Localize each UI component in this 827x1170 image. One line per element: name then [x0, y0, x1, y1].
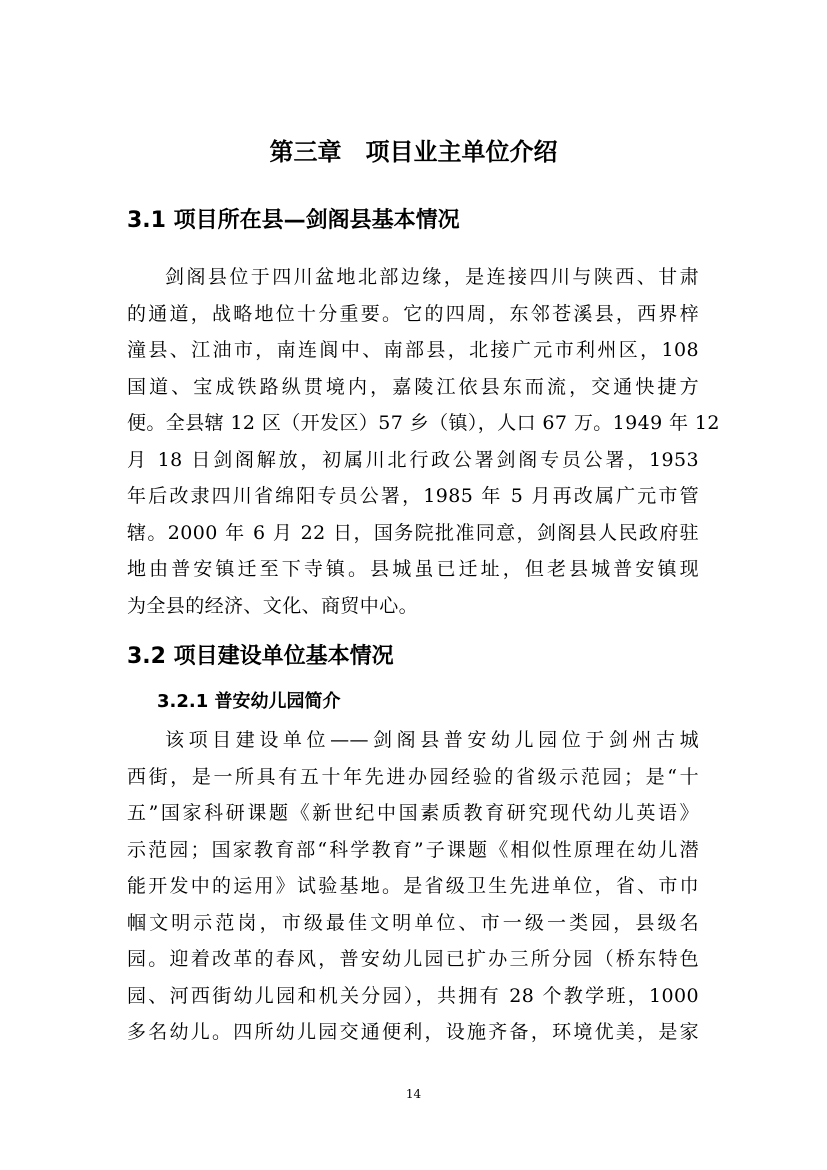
- section-heading-3-2: 3.2 项目建设单位基本情况: [127, 644, 394, 669]
- page-number: 14: [405, 1087, 422, 1101]
- paragraph-line: 五”国家科研课题《新世纪中国素质教育研究现代幼儿英语》: [127, 802, 699, 824]
- section-1-paragraph: [127, 259, 720, 624]
- subsection-heading-3-2-1: 3.2.1 普安幼儿园简介: [157, 691, 341, 712]
- paragraph-line: 潼县、江油市，南连阆中、南部县，北接广元市利州区，108: [127, 339, 699, 361]
- paragraph-line: 为全县的经济、文化、商贸中心。: [127, 594, 419, 617]
- paragraph-line: 帼文明示范岗，市级最佳文明单位、市一级一类园，县级名: [127, 911, 699, 934]
- paragraph-line: 的通道，战略地位十分重要。它的四周，东邻苍溪县，西界梓: [127, 302, 699, 325]
- chapter-title: 第三章 项目业主单位介绍: [269, 138, 558, 166]
- paragraph-line: 多名幼儿。四所幼儿园交通便利，设施齐备，环境优美，是家: [127, 1021, 699, 1043]
- paragraph-line: 园、河西街幼儿园和机关分园），共拥有 28 个教学班，1000: [127, 984, 699, 1007]
- paragraph-line: 月 18 日剑阁解放，初属川北行政公署剑阁专员公署，1953: [127, 448, 699, 471]
- section-heading-3-1: 3.1 项目所在县—剑阁县基本情况: [127, 208, 460, 233]
- paragraph-line: 地由普安镇迁至下寺镇。县城虽已迁址，但老县城普安镇现: [127, 558, 699, 580]
- paragraph-line: 辖。2000 年 6 月 22 日，国务院批准同意，剑阁县人民政府驻: [127, 521, 699, 544]
- paragraph-line: 国道、宝成铁路纵贯境内，嘉陵江依县东而流，交通快捷方: [127, 375, 699, 398]
- paragraph-line: 年后改隶四川省绵阳专员公署，1985 年 5 月再改属广元市管: [127, 485, 699, 507]
- paragraph-line: 能开发中的运用》试验基地。是省级卫生先进单位，省、市巾: [127, 875, 699, 897]
- paragraph-line: 便。全县辖 12 区（开发区）57 乡（镇），人口 67 万。1949 年 12: [127, 412, 720, 434]
- paragraph-line: 园。迎着改革的春风，普安幼儿园已扩办三所分园（桥东特色: [127, 948, 699, 970]
- paragraph-line: 示范园；国家教育部“科学教育”子课题《相似性原理在幼儿潜: [127, 838, 699, 861]
- section-2-paragraph: [127, 722, 699, 1051]
- paragraph-line: 剑阁县位于四川盆地北部边缘，是连接四川与陕西、甘肃: [165, 266, 699, 288]
- paragraph-line: 该项目建设单位——剑阁县普安幼儿园位于剑州古城: [165, 729, 699, 751]
- paragraph-line: 西街，是一所具有五十年先进办园经验的省级示范园；是“十: [127, 765, 699, 788]
